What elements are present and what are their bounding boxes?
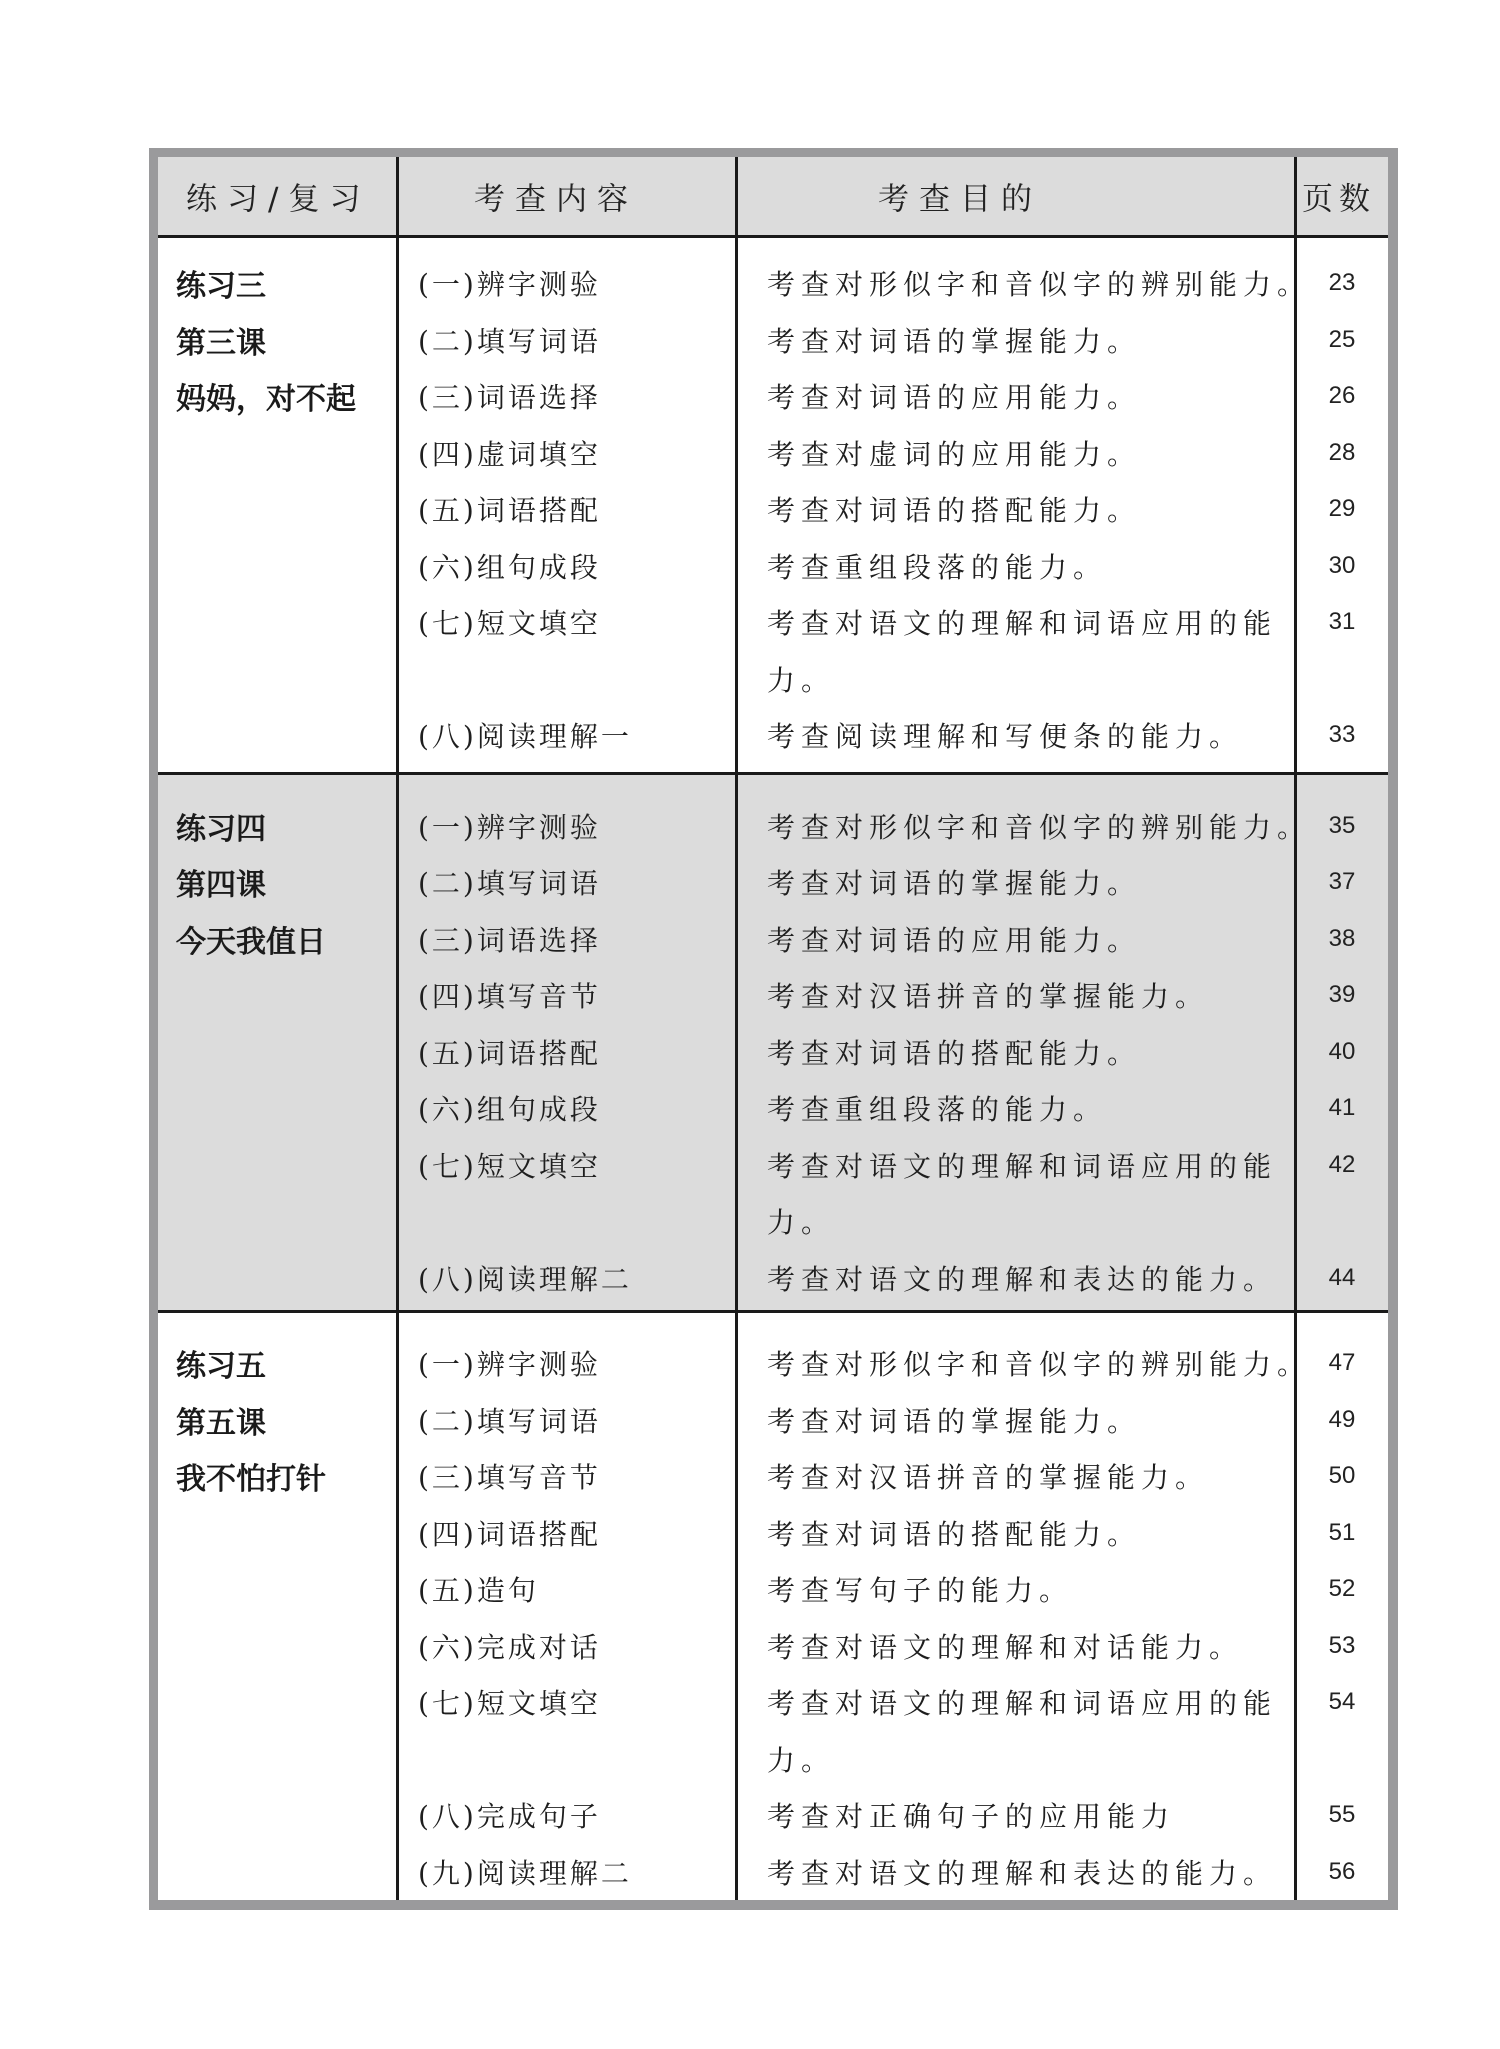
section-2-item: (二)填写词语	[418, 867, 601, 900]
header-content: 考查内容	[474, 181, 638, 218]
section-1-page: 33	[1328, 721, 1356, 748]
section-2-item: (七)短文填空	[418, 1150, 601, 1183]
section-1-lesson: 第三课	[176, 326, 266, 361]
section-1-purpose: 考查对词语的掌握能力。	[767, 325, 1142, 358]
section-2-purpose-continuation: 力。	[767, 1206, 836, 1239]
section-3-purpose: 考查写句子的能力。	[767, 1574, 1074, 1607]
section-3-item: (二)填写词语	[418, 1405, 601, 1438]
section-3-purpose: 考查对词语的掌握能力。	[767, 1405, 1142, 1438]
section-1-page: 26	[1328, 382, 1356, 409]
section-2-item: (八)阅读理解二	[418, 1263, 632, 1296]
section-1-purpose: 考查对形似字和音似字的辨别能力。	[767, 268, 1312, 301]
section-3-item: (四)词语搭配	[418, 1518, 601, 1551]
section-2-item: (一)辨字测验	[418, 811, 601, 844]
section-3-item: (八)完成句子	[418, 1800, 601, 1833]
section-2-purpose: 考查重组段落的能力。	[767, 1093, 1108, 1126]
header-divider	[158, 235, 1388, 238]
header-pages: 页数	[1302, 181, 1376, 218]
section-2-page: 44	[1328, 1264, 1356, 1291]
section-3-purpose: 考查对语文的理解和词语应用的能	[767, 1687, 1278, 1720]
section-3-item: (九)阅读理解二	[418, 1857, 632, 1890]
section-3-purpose: 考查对形似字和音似字的辨别能力。	[767, 1348, 1312, 1381]
section-3-purpose: 考查对正确句子的应用能力	[767, 1800, 1176, 1833]
section-2-page: 40	[1328, 1038, 1356, 1065]
section-3-item: (七)短文填空	[418, 1687, 601, 1720]
section-2-purpose: 考查对形似字和音似字的辨别能力。	[767, 811, 1312, 844]
section-2-item: (五)词语搭配	[418, 1037, 601, 1070]
section-3-page: 50	[1328, 1462, 1356, 1489]
exercise-table	[149, 148, 1398, 1910]
section-3-purpose: 考查对语文的理解和对话能力。	[767, 1631, 1244, 1664]
section-3-page: 55	[1328, 1801, 1356, 1828]
section-3-page: 53	[1328, 1632, 1356, 1659]
section-3-purpose: 考查对词语的搭配能力。	[767, 1518, 1142, 1551]
section-3-item: (五)造句	[418, 1574, 539, 1607]
section-1-purpose: 考查对语文的理解和词语应用的能	[767, 607, 1278, 640]
section-1-purpose-continuation: 力。	[767, 664, 836, 697]
section-2-item: (三)词语选择	[418, 924, 601, 957]
section-1-exercise: 练习三	[176, 269, 266, 304]
section-divider-2	[158, 1310, 1388, 1313]
section-1-page: 30	[1328, 552, 1356, 579]
section-1-purpose: 考查对词语的搭配能力。	[767, 494, 1142, 527]
section-3-purpose-continuation: 力。	[767, 1744, 836, 1777]
table-body	[158, 157, 1388, 1900]
section-2-page: 35	[1328, 812, 1356, 839]
section-2-purpose: 考查对词语的应用能力。	[767, 924, 1142, 957]
section-1-page: 29	[1328, 495, 1356, 522]
section-1-page: 25	[1328, 326, 1356, 353]
section-2-page: 38	[1328, 925, 1356, 952]
section-3-item: (一)辨字测验	[418, 1348, 601, 1381]
section-1-page: 31	[1328, 608, 1356, 635]
section-1-item: (六)组句成段	[418, 551, 601, 584]
section-3-item: (六)完成对话	[418, 1631, 601, 1664]
section-1-item: (七)短文填空	[418, 607, 601, 640]
section-1-item: (五)词语搭配	[418, 494, 601, 527]
section-1-purpose: 考查阅读理解和写便条的能力。	[767, 720, 1244, 753]
section-1-title: 妈妈，对不起	[176, 382, 356, 417]
header-purpose: 考查目的	[878, 181, 1042, 218]
section-2-title: 今天我值日	[176, 925, 326, 960]
section-3-purpose: 考查对汉语拼音的掌握能力。	[767, 1461, 1210, 1494]
column-divider-2	[735, 157, 738, 1900]
section-3-item: (三)填写音节	[418, 1461, 601, 1494]
section-1-item: (三)词语选择	[418, 381, 601, 414]
section-2-item: (四)填写音节	[418, 980, 601, 1013]
section-1-item: (一)辨字测验	[418, 268, 601, 301]
section-2-page: 37	[1328, 868, 1356, 895]
section-3-page: 54	[1328, 1688, 1356, 1715]
section-3-page: 47	[1328, 1349, 1356, 1376]
header-exercise-review: 练习/复习	[186, 181, 371, 218]
section-2-exercise: 练习四	[176, 812, 266, 847]
section-2-item: (六)组句成段	[418, 1093, 601, 1126]
section-3-purpose: 考查对语文的理解和表达的能力。	[767, 1857, 1278, 1890]
section-1-item: (八)阅读理解一	[418, 720, 632, 753]
section-3-lesson: 第五课	[176, 1406, 266, 1441]
column-divider-1	[396, 157, 399, 1900]
section-3-page: 51	[1328, 1519, 1356, 1546]
section-2-lesson: 第四课	[176, 868, 266, 903]
section-1-purpose: 考查重组段落的能力。	[767, 551, 1108, 584]
section-3-page: 52	[1328, 1575, 1356, 1602]
section-1-purpose: 考查对虚词的应用能力。	[767, 438, 1142, 471]
section-3-exercise: 练习五	[176, 1349, 266, 1384]
section-2-purpose: 考查对汉语拼音的掌握能力。	[767, 980, 1210, 1013]
section-2-purpose: 考查对语文的理解和词语应用的能	[767, 1150, 1278, 1183]
section-1-purpose: 考查对词语的应用能力。	[767, 381, 1142, 414]
section-1-page: 28	[1328, 439, 1356, 466]
section-3-page: 56	[1328, 1858, 1356, 1885]
section-2-page: 39	[1328, 981, 1356, 1008]
section-2-purpose: 考查对词语的搭配能力。	[767, 1037, 1142, 1070]
section-2-purpose: 考查对词语的掌握能力。	[767, 867, 1142, 900]
section-1-item: (四)虚词填空	[418, 438, 601, 471]
section-2-page: 41	[1328, 1094, 1356, 1121]
section-3-page: 49	[1328, 1406, 1356, 1433]
section-1-item: (二)填写词语	[418, 325, 601, 358]
section-2-page: 42	[1328, 1151, 1356, 1178]
section-3-title: 我不怕打针	[176, 1462, 326, 1497]
section-1-page: 23	[1328, 269, 1356, 296]
section-2-purpose: 考查对语文的理解和表达的能力。	[767, 1263, 1278, 1296]
section-divider-1	[158, 772, 1388, 775]
